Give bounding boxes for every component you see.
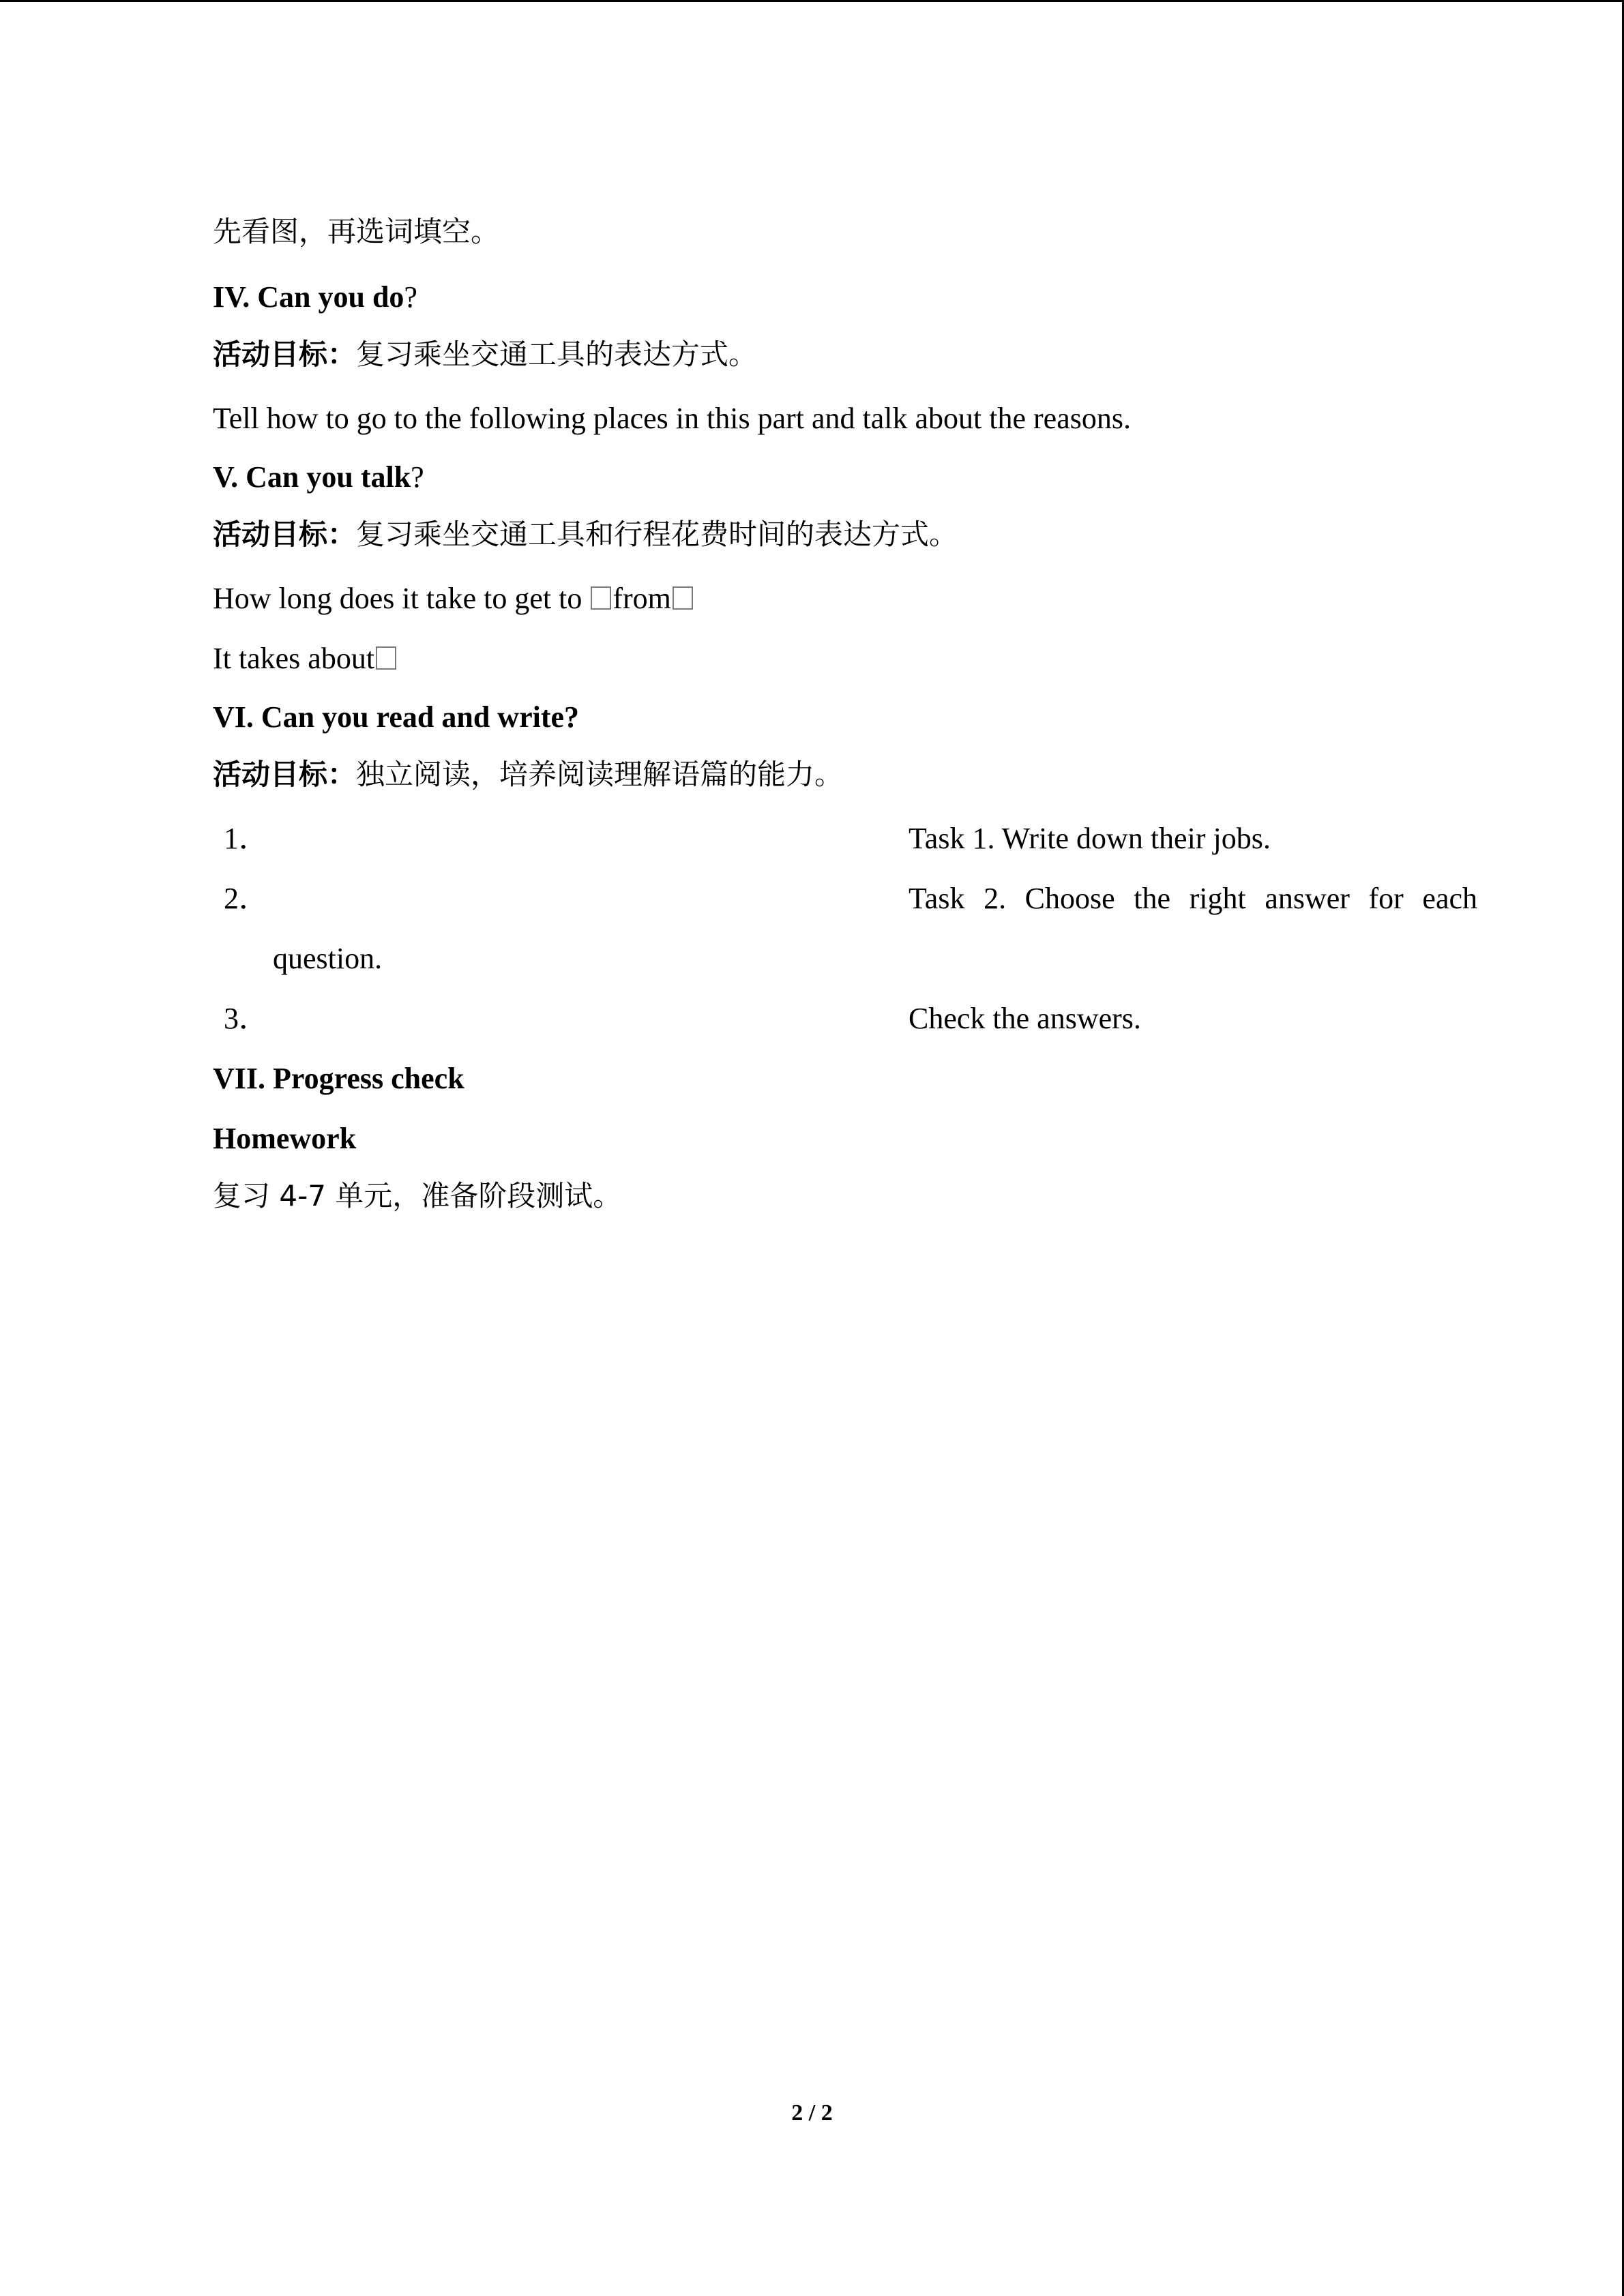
list-number: 2．: [224, 882, 269, 915]
section-4-heading: IV. Can you do?: [213, 280, 417, 314]
homework-heading: Homework: [213, 1122, 357, 1155]
blank-box: [376, 646, 396, 670]
task-text: Check the answers.: [909, 1002, 1141, 1035]
homework-text: 复习 4-7 单元，准备阶段测试。: [213, 1179, 622, 1212]
section-4-text: Tell how to go to the following places in this part and talk about the reasons.: [213, 402, 1131, 435]
section-5-answer: It takes about: [213, 638, 398, 679]
page-number: 2 / 2: [791, 2100, 833, 2126]
section-5-goal: 活动目标：复习乘坐交通工具和行程花费时间的表达方式。: [213, 518, 958, 551]
blank-box: [673, 586, 693, 610]
section-6-goal: 活动目标：独立阅读，培养阅读理解语篇的能力。: [213, 758, 844, 791]
section-7-heading: VII. Progress check: [213, 1062, 464, 1095]
list-number: 1．: [224, 822, 269, 855]
section-6-heading: VI. Can you read and write?: [213, 700, 580, 734]
task-text: Task 2. Choose the right answer for each: [909, 882, 1478, 915]
intro-text: 先看图，再选词填空。: [213, 215, 500, 248]
task-text: Task 1. Write down their jobs.: [909, 822, 1271, 855]
task-continuation: question.: [273, 942, 383, 975]
section-4-goal: 活动目标：复习乘坐交通工具的表达方式。: [213, 338, 758, 371]
page-top-border: [0, 0, 1624, 2]
section-5-question: How long does it take to get to from: [213, 578, 694, 619]
list-number: 3．: [224, 1002, 269, 1035]
blank-box: [591, 586, 611, 610]
section-5-heading: V. Can you talk?: [213, 460, 424, 494]
